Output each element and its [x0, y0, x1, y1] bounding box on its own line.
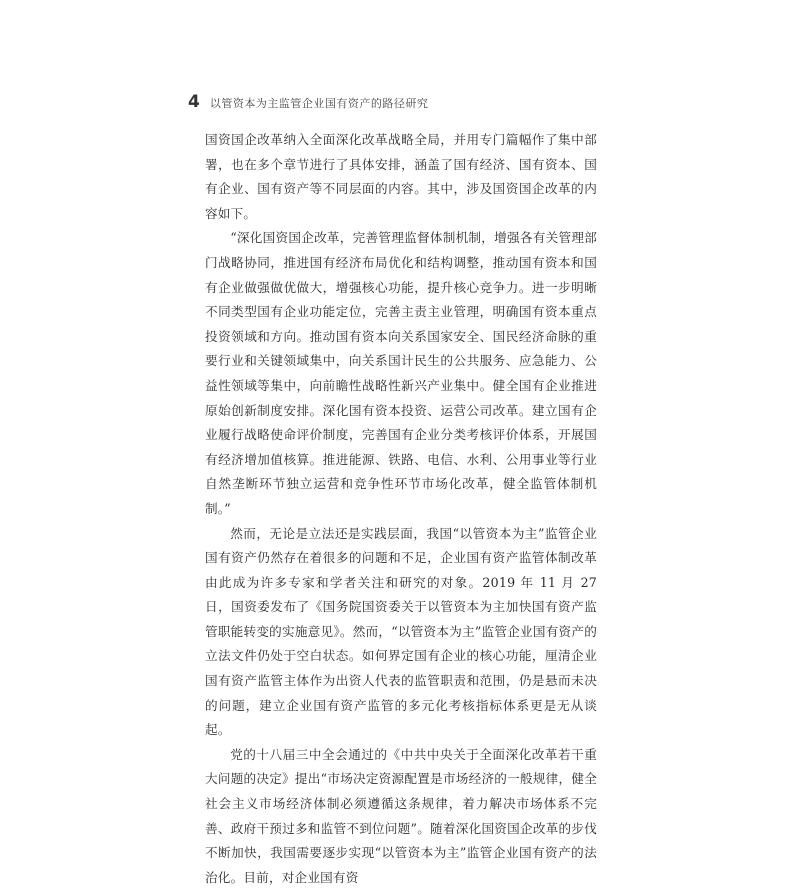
running-header [188, 92, 428, 112]
paragraph-continued: 国资国企改革纳入全面深化改革战略全局，并用专门篇幅作了集中部署，也在多个章节进行了具体安排，涵盖了国有经济、国有资本、国有企业、国有资产等不同层面的内容。其中，涉及国资国企改革的内容如下。 [205, 132, 597, 221]
page-number: 4 [188, 92, 200, 112]
running-header-title: 以管资本为主监管企业国有资产的路径研究 [209, 97, 429, 110]
paragraph-quotation: “深化国资国企改革，完善管理监督体制机制，增强各有关管理部门战略协同，推进国有经济布局优化和结构调整，推动国有资本和国有企业做强做优做大，增强核心功能，提升核心竞争力。进一步明晰不同类型国有企业功能定位，完善主责主业管理，明确国有资本重点投资领域和方向。推动国有资本向关系国家安全、国民经济命脉的重要行业和关键领域集中，向关系国计民生的公共服务、应急能力、公益性领域等集中，向前瞻性战略性新兴产业集中。健全国有企业推进原始创新制度安排。深化国有资本投资、运营公司改革。建立国有企业履行战略使命评价制度，完善国有企业分类考核评价体系，开展国有经济增加值核算。推进能源、铁路、电信、水利、公用事业等行业自然垄断环节独立运营和竞争性环节市场化改革，健全监管体制机制。” [205, 230, 597, 516]
body-text [205, 128, 597, 890]
paragraph: 然而，无论是立法还是实践层面，我国“以管资本为主”监管企业国有资产仍然存在着很多的问题和不足，企业国有资产监管体制改革由此成为许多专家和学者关注和研究的对象。2019 年 11 月 27 日，国资委发布了《国务院国资委关于以管资本为主加快国有资产监管职能转变的实施意见》。然而，“以管资本为主”监管企业国有资产的立法文件仍处于空白状态。如何界定国有企业的核心功能，厘清企业国有资产监管主体作为出资人代表的监管职责和范围，仍是悬而未决的问题，建立企业国有资产监管的多元化考核指标体系更是无从谈起。 [205, 525, 597, 738]
paragraph: 党的十八届三中全会通过的《中共中央关于全面深化改革若干重大问题的决定》提出“市场决定资源配置是市场经济的一般规律，健全社会主义市场经济体制必须遵循这条规律，着力解决市场体系不完善、政府干预过多和监管不到位问题”。随着深化国资国企改革的步伐不断加快，我国需要逐步实现“以管资本为主”监管企业国有资产的法治化。目前，对企业国有资 [205, 746, 597, 885]
